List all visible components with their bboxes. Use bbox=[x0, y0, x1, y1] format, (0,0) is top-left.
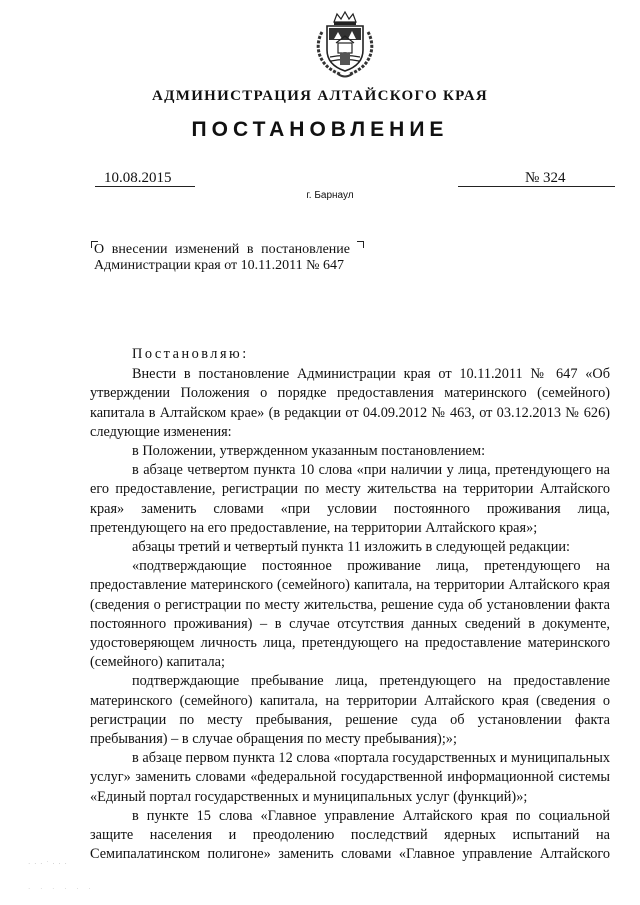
paragraph: «подтверждающие постоянное проживание лица, претендующего на предоставление материнского (семейного) капитала, на территории Алтайского края (сведения о регистрации по месту жительства, решение суда об установлении факта постоянного проживания) – в случае отсутствия данных сведений в документе, удостоверяющем личность лица, претендующего на предоставление материнского (семейного) капитала; bbox=[90, 558, 610, 671]
date-underline bbox=[95, 186, 195, 187]
document-type: ПОСТАНОВЛЕНИЕ bbox=[191, 118, 449, 141]
scan-artifact: · · · · · · bbox=[28, 885, 95, 893]
paragraph: подтверждающие пребывание лица, претендующего на предоставление материнского (семейного) капитала, на территории Алтайского края (сведения о регистрации по месту пребывания, решение суда об установлении факта пребывания) – в случае обращения по месту пребывания);»; bbox=[90, 673, 610, 748]
document-body bbox=[90, 345, 610, 864]
paragraph: в пункте 15 слова «Главное управление Алтайского края по социальной защите населения и преодолению последствий ядерных испытаний на Семипалатинском полигоне» заменить словами «Главное управление Алтайского bbox=[90, 807, 610, 863]
document-date: 10.08.2015 bbox=[104, 170, 172, 186]
paragraph: в абзаце первом пункта 12 слова «портала государственных и муниципальных услуг» заменить словами «федеральной государственной информационной системы «Единый портал государственных и муниципальных услуг (функций)»; bbox=[90, 750, 610, 805]
scan-artifact: · · · ˙ · · · bbox=[28, 860, 68, 868]
city: г. Барнаул bbox=[306, 190, 354, 201]
number-underline bbox=[458, 186, 615, 187]
paragraph: абзацы третий и четвертый пункта 11 изложить в следующей редакции: bbox=[132, 539, 570, 556]
organization-name: АДМИНИСТРАЦИЯ АЛТАЙСКОГО КРАЯ bbox=[152, 88, 488, 104]
decree-word: Постановляю: bbox=[132, 346, 249, 362]
document-number: № 324 bbox=[525, 170, 566, 186]
paragraph: Внести в постановление Администрации края от 10.11.2011 № 647 «Об утверждении Положения о порядке предоставления материнского (семейного) капитала в Алтайском крае» (в редакции от 04.09.2012 № 463, от 03.12.2013 № 626) следующие изменения: bbox=[90, 366, 610, 440]
coat-of-arms-icon bbox=[310, 10, 380, 80]
paragraph: в абзаце четвертом пункта 10 слова «при наличии у лица, претендующего на его предоставление, регистрации по месту жительства на территории Алтайского края» заменить словами «при условии постоянного проживания лица, претендующего на его предоставление, на территории Алтайского края»; bbox=[90, 462, 610, 536]
subject-bracket-right bbox=[357, 241, 364, 248]
document-subject: О внесении изменений в постановление Администрации края от 10.11.2011 № 647 bbox=[94, 242, 350, 273]
paragraph: в Положении, утвержденном указанным постановлением: bbox=[132, 443, 486, 460]
